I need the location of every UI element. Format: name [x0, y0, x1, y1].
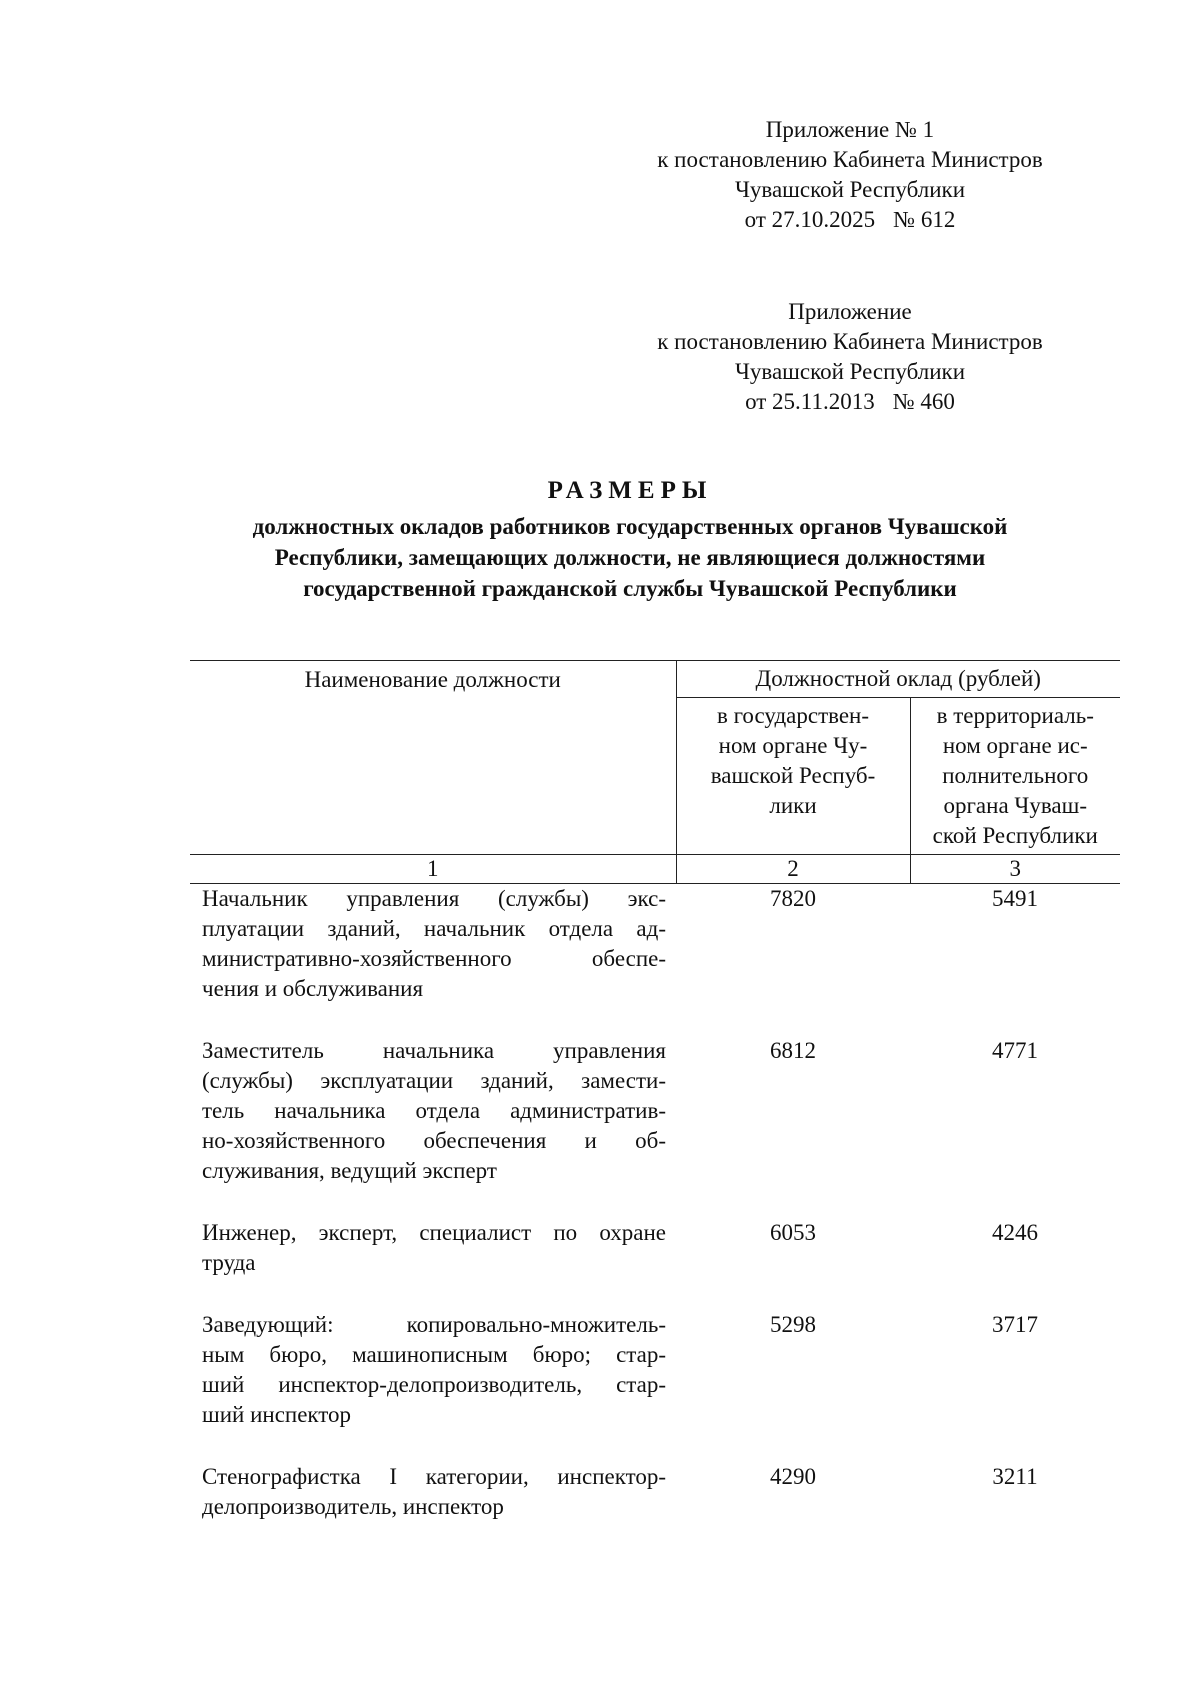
table-row: [190, 1218, 1120, 1278]
annex-2-header: [640, 297, 1060, 417]
annex-1-republic: Чувашской Республики: [734, 177, 966, 202]
salary-territorial-body: 3717: [992, 1312, 1038, 1337]
annex-1-number: № 612: [893, 207, 956, 232]
document-title-block: [190, 475, 1070, 604]
annex-1-title: Приложение № 1: [765, 117, 935, 142]
salary-territorial-body: 5491: [992, 886, 1038, 911]
position-name: Стенографистка I категории, инспектор- делопроизводитель, инспектор: [202, 1464, 666, 1519]
salary-state-body: 7820: [770, 886, 816, 911]
column-header-salary: Должностной оклад (рублей): [676, 661, 1120, 698]
column-header-state-body: в государствен- ном органе Чу- вашской Респуб- лики: [676, 698, 910, 855]
annex-1-date: от 27.10.2025: [744, 207, 876, 232]
position-name: Заведующий: копировально-множитель- ным бюро, машинописным бюро; стар- ший инспектор-делопроизводитель, стар- ший инспектор: [202, 1312, 666, 1427]
subtitle-line: государственной гражданской службы Чувашской Республики: [303, 576, 957, 601]
column-number-row: [190, 855, 1120, 884]
column-number: 2: [676, 855, 910, 884]
salary-state-body: 6053: [770, 1220, 816, 1245]
position-name: Начальник управления (службы) экс- плуатации зданий, начальник отдела ад- министративно-хозяйственного обеспе- чения и обслуживания: [202, 886, 666, 1001]
annex-1-header: [640, 115, 1060, 235]
salary-state-body: 4290: [770, 1464, 816, 1489]
subtitle-line: должностных окладов работников государственных органов Чувашской: [252, 514, 1008, 539]
annex-2-resolution: к постановлению Кабинета Министров: [657, 329, 1043, 354]
table-row: [190, 884, 1120, 1005]
salary-state-body: 6812: [770, 1038, 816, 1063]
column-number: 3: [910, 855, 1120, 884]
position-name: Заместитель начальника управления (службы) эксплуатации зданий, замести- тель начальника отдела административ- но-хозяйственного обеспечения и об- служивания, ведущий эксперт: [202, 1038, 666, 1183]
salary-table: [190, 660, 1120, 1522]
table-row: [190, 1036, 1120, 1186]
annex-2-number: № 460: [892, 389, 955, 414]
position-name: Инженер, эксперт, специалист по охране труда: [202, 1220, 666, 1275]
column-header-position: Наименование должности: [190, 661, 676, 855]
salary-state-body: 5298: [770, 1312, 816, 1337]
column-header-territorial-body: в территориаль- ном органе ис- полнительного органа Чуваш- ской Республики: [910, 698, 1120, 855]
subtitle-line: Республики, замещающих должности, не являющиеся должностями: [274, 545, 986, 570]
annex-2-date: от 25.11.2013: [745, 389, 875, 414]
document-subtitle: [190, 511, 1070, 604]
annex-2-title: Приложение: [788, 299, 912, 324]
column-number: 1: [190, 855, 676, 884]
annex-1-date-number: [640, 205, 1060, 235]
annex-2-republic: Чувашской Республики: [734, 359, 966, 384]
annex-1-resolution: к постановлению Кабинета Министров: [657, 147, 1043, 172]
salary-territorial-body: 4246: [992, 1220, 1038, 1245]
salary-territorial-body: 4771: [992, 1038, 1038, 1063]
annex-2-date-number: [640, 387, 1060, 417]
table-row: [190, 1462, 1120, 1522]
salary-territorial-body: 3211: [992, 1464, 1038, 1489]
document-title: РАЗМЕРЫ: [547, 477, 713, 504]
table-row: [190, 1310, 1120, 1430]
